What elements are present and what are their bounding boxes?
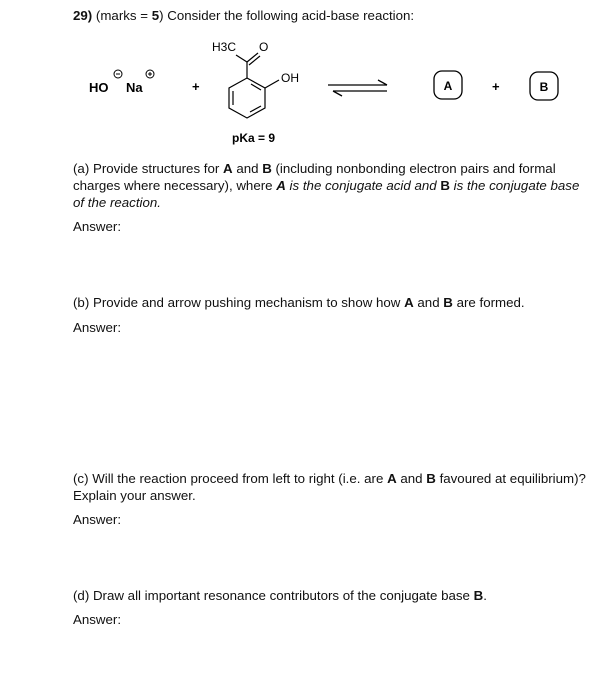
- part-c-answer-label: Answer:: [73, 512, 122, 527]
- carbonyl-oxygen-label: O: [259, 40, 269, 54]
- pka-label: pKa = 9: [232, 131, 276, 145]
- part-c-question: (c) Will the reaction proceed from left to right (i.e. are A and B favoured at equilibrium)? Explain your answer.: [73, 471, 586, 503]
- sodium-label: Na: [126, 80, 143, 95]
- marks-value: 5: [151, 8, 160, 23]
- acetylphenol-structure: [229, 53, 279, 118]
- equilibrium-arrow: [328, 80, 387, 96]
- product-a-label: A: [443, 79, 453, 93]
- part-d-question: (d) Draw all important resonance contributors of the conjugate base B.: [73, 588, 487, 603]
- methyl-label: H3C: [212, 40, 237, 54]
- marks-prefix: (marks =: [95, 8, 152, 23]
- plus-sign-1: +: [192, 79, 200, 94]
- plus-sign-2: +: [492, 79, 500, 94]
- part-b-answer-label: Answer:: [73, 320, 122, 335]
- reaction-scheme: [0, 0, 611, 160]
- marks-suffix: ): [159, 8, 164, 23]
- part-d-answer-label: Answer:: [73, 612, 122, 627]
- product-b-label: B: [539, 80, 549, 94]
- part-a-question: (a) Provide structures for A and B (including nonbonding electron pairs and formal charges where necessary), where A is the conjugate acid and B is the conjugate base of the reaction.: [73, 161, 580, 210]
- part-a-answer-label: Answer:: [73, 219, 122, 234]
- question-prompt: Consider the following acid-base reaction:: [167, 8, 415, 23]
- hydroxide-label: HO: [89, 80, 109, 95]
- question-number: 29): [73, 8, 93, 23]
- hydroxyl-label: OH: [281, 71, 299, 85]
- part-b-question: (b) Provide and arrow pushing mechanism to show how A and B are formed.: [73, 295, 525, 310]
